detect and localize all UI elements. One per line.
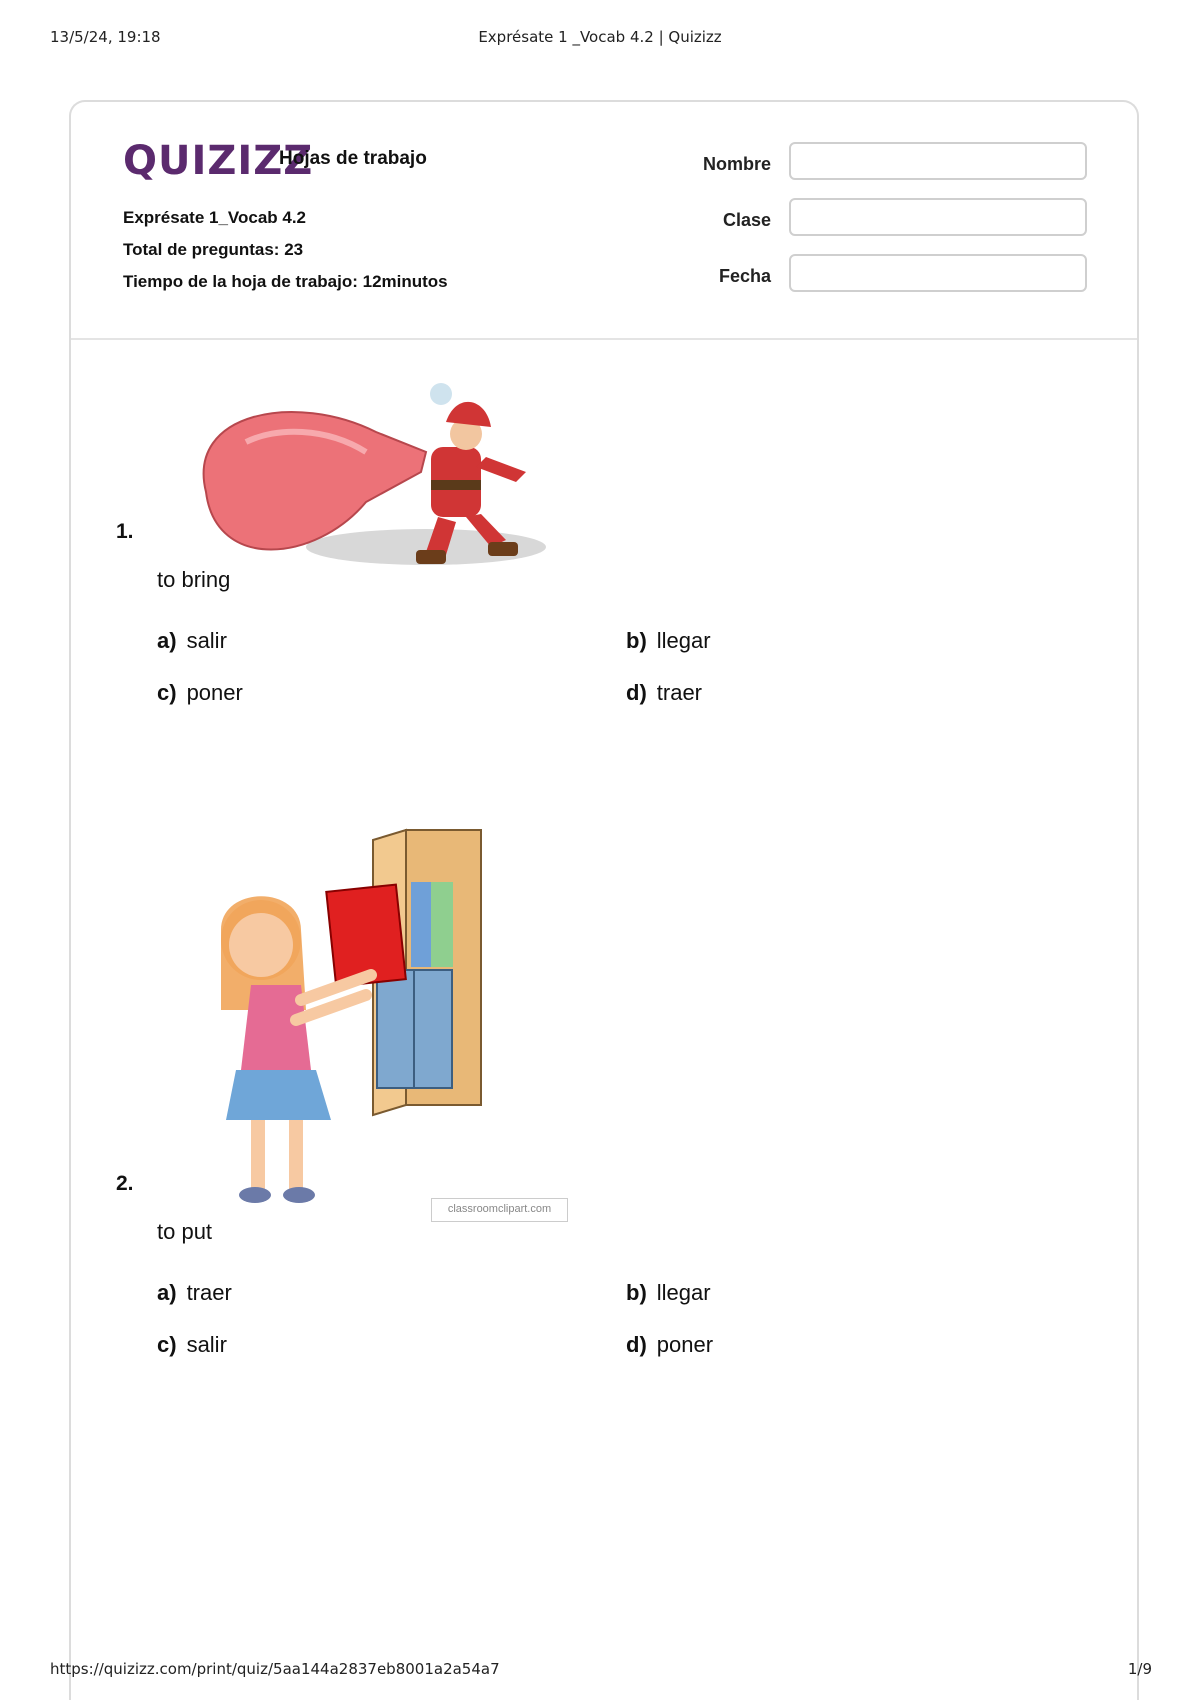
print-page-title: Exprésate 1 _Vocab 4.2 | Quizizz <box>478 28 722 46</box>
question-2-option-a[interactable]: a) traer <box>157 1280 232 1305</box>
date-input[interactable] <box>789 254 1087 292</box>
question-1-option-c[interactable]: c) poner <box>157 680 243 705</box>
print-footer <box>50 1660 1152 1680</box>
quizizz-logo: QUIZIZZ <box>123 138 314 184</box>
class-input[interactable] <box>789 198 1087 236</box>
worksheet-header <box>71 102 1137 340</box>
santa-sack-illustration <box>176 372 556 582</box>
question-1-option-d[interactable]: d) traer <box>626 680 703 705</box>
girl-bookshelf-illustration <box>181 810 561 1220</box>
class-label: Clase <box>722 210 771 230</box>
print-page-number: 1/9 <box>1127 1660 1152 1678</box>
question-2-option-b[interactable]: b) llegar <box>626 1280 711 1305</box>
worksheet-title: Exprésate 1_Vocab 4.2 <box>123 208 307 227</box>
question-2-option-c[interactable]: c) salir <box>157 1332 227 1357</box>
question-1-number: 1. <box>116 520 134 543</box>
date-label: Fecha <box>718 266 771 286</box>
question-1-option-a[interactable]: a) salir <box>157 628 227 653</box>
print-datetime: 13/5/24, 19:18 <box>50 28 161 46</box>
name-label: Nombre <box>702 154 771 174</box>
print-header <box>50 28 1150 48</box>
question-1-prompt: to bring <box>157 567 231 592</box>
question-2-option-d[interactable]: d) poner <box>626 1332 714 1357</box>
total-questions: Total de preguntas: 23 <box>123 240 304 259</box>
print-url[interactable]: https://quizizz.com/print/quiz/5aa144a2837eb8001a2a54a7 <box>50 1660 500 1678</box>
question-1-option-b[interactable]: b) llegar <box>626 628 711 653</box>
worksheet-time: Tiempo de la hoja de trabajo: 12minutos <box>123 272 448 291</box>
clipart-watermark: classroomclipart.com <box>431 1198 568 1222</box>
question-2-number: 2. <box>116 1172 134 1195</box>
logo-subtitle: Hojas de trabajo <box>279 148 427 169</box>
question-2-prompt: to put <box>157 1219 213 1244</box>
name-input[interactable] <box>789 142 1087 180</box>
worksheet-sheet <box>69 100 1139 1700</box>
